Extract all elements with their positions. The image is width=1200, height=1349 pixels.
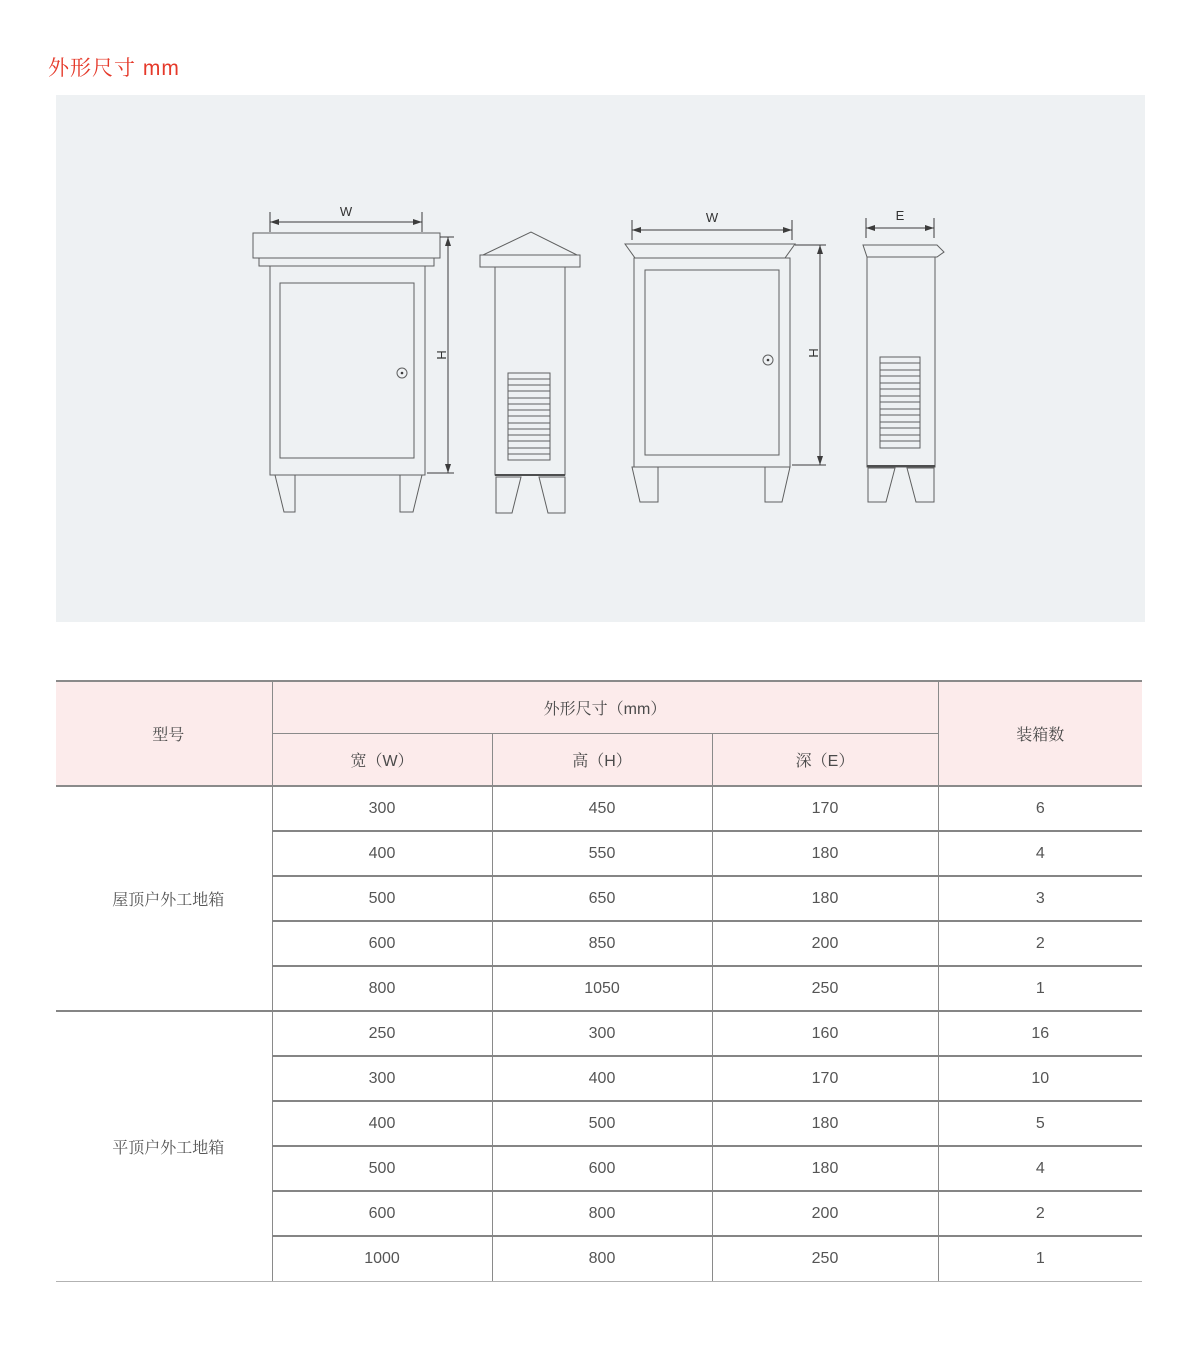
cell-width: 300 <box>272 1056 492 1101</box>
cell-depth: 180 <box>712 831 938 876</box>
model-name-flat-box: 平顶户外工地箱 <box>56 1011 272 1281</box>
page-title: 外形尺寸 mm <box>48 57 180 80</box>
width-dimension-label: W <box>339 204 353 219</box>
cell-depth: 180 <box>712 1146 938 1191</box>
header-packing-qty: 装箱数 <box>938 681 1142 786</box>
cell-qty: 2 <box>938 1191 1142 1236</box>
cell-depth: 170 <box>712 786 938 831</box>
cell-height: 850 <box>492 921 712 966</box>
cell-height: 600 <box>492 1146 712 1191</box>
cell-qty: 2 <box>938 921 1142 966</box>
cell-height: 550 <box>492 831 712 876</box>
cell-width: 800 <box>272 966 492 1011</box>
header-height: 高（H） <box>492 733 712 786</box>
cell-depth: 200 <box>712 921 938 966</box>
flat-box-front-view <box>625 210 826 502</box>
cell-height: 800 <box>492 1191 712 1236</box>
cell-width: 400 <box>272 1101 492 1146</box>
cell-qty: 1 <box>938 966 1142 1011</box>
cell-width: 600 <box>272 921 492 966</box>
cell-depth: 160 <box>712 1011 938 1056</box>
cell-height: 450 <box>492 786 712 831</box>
cell-depth: 180 <box>712 876 938 921</box>
cell-width: 500 <box>272 876 492 921</box>
height-dimension-label: H <box>434 350 449 360</box>
cell-qty: 16 <box>938 1011 1142 1056</box>
cell-width: 250 <box>272 1011 492 1056</box>
cell-width: 1000 <box>272 1236 492 1281</box>
header-width: 宽（W） <box>272 733 492 786</box>
cell-height: 1050 <box>492 966 712 1011</box>
cell-width: 500 <box>272 1146 492 1191</box>
table-row <box>56 786 1142 831</box>
cell-height: 500 <box>492 1101 712 1146</box>
flat-box-side-view <box>863 208 944 502</box>
cell-height: 300 <box>492 1011 712 1056</box>
header-depth: 深（E） <box>712 733 938 786</box>
header-dimensions-group: 外形尺寸（mm） <box>272 681 938 733</box>
cell-width: 400 <box>272 831 492 876</box>
cell-qty: 1 <box>938 1236 1142 1281</box>
cell-qty: 3 <box>938 876 1142 921</box>
cell-depth: 250 <box>712 1236 938 1281</box>
cell-height: 650 <box>492 876 712 921</box>
width-dimension-label: W <box>705 210 719 225</box>
cell-height: 400 <box>492 1056 712 1101</box>
cell-depth: 250 <box>712 966 938 1011</box>
header-model: 型号 <box>56 681 272 786</box>
table-row <box>56 1011 1142 1056</box>
cell-depth: 200 <box>712 1191 938 1236</box>
cabinet-outline-drawings <box>56 95 1145 622</box>
cell-qty: 4 <box>938 831 1142 876</box>
model-name-roof-box: 屋顶户外工地箱 <box>56 786 272 1011</box>
roof-box-side-view <box>480 232 580 513</box>
cell-depth: 180 <box>712 1101 938 1146</box>
depth-dimension-label: E <box>895 208 905 223</box>
cell-width: 300 <box>272 786 492 831</box>
cell-qty: 5 <box>938 1101 1142 1146</box>
cell-height: 800 <box>492 1236 712 1281</box>
cell-qty: 10 <box>938 1056 1142 1101</box>
height-dimension-label: H <box>806 348 821 358</box>
dimension-spec-table <box>56 680 1142 1282</box>
roof-box-front-view <box>253 204 454 512</box>
cell-width: 600 <box>272 1191 492 1236</box>
cell-depth: 170 <box>712 1056 938 1101</box>
cell-qty: 4 <box>938 1146 1142 1191</box>
dimension-diagram-panel <box>56 95 1145 622</box>
cell-qty: 6 <box>938 786 1142 831</box>
